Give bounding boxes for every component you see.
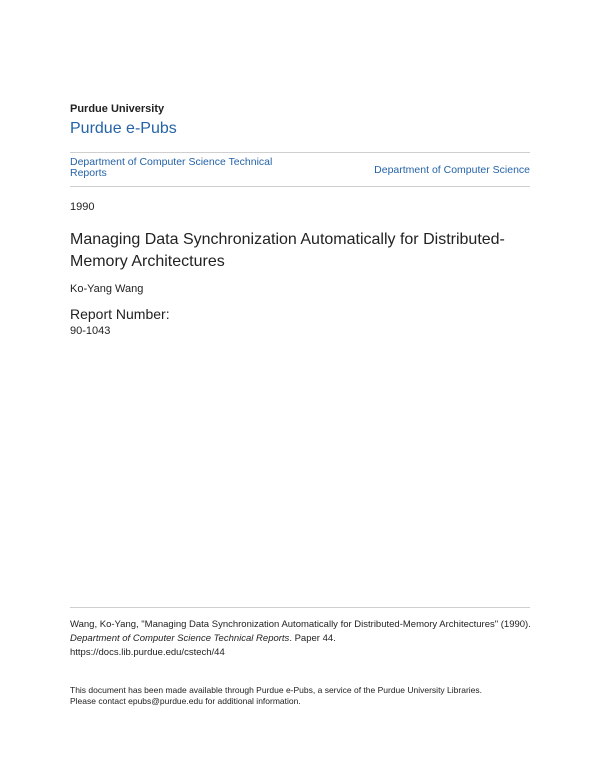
citation-prefix: Wang, Ko-Yang, "Managing Data Synchronization Automatically for Distributed-Memory Architectures" (1990). [70, 619, 531, 630]
paper-title: Managing Data Synchronization Automatically for Distributed-Memory Architectures [70, 231, 505, 270]
divider-middle [70, 186, 530, 187]
report-number-label: Report Number: [70, 306, 170, 322]
repository-link[interactable]: Purdue e-Pubs [70, 120, 177, 137]
citation-suffix: . Paper 44. [289, 633, 336, 644]
report-number-value: 90-1043 [70, 325, 111, 337]
series-row [70, 156, 530, 184]
department-link[interactable]: Department of Computer Science [374, 164, 530, 176]
publication-year: 1990 [70, 201, 95, 213]
collection-link[interactable]: Department of Computer Science Technical Reports [70, 156, 273, 179]
divider-bottom [70, 607, 530, 608]
citation-url[interactable]: https://docs.lib.purdue.edu/cstech/44 [70, 647, 225, 658]
citation-series: Department of Computer Science Technical Reports [70, 633, 290, 644]
paper-author: Ko-Yang Wang [70, 283, 144, 295]
notice-line-2: Please contact epubs@purdue.edu for additional information. [70, 696, 301, 706]
institution-name: Purdue University [70, 103, 165, 115]
availability-notice [70, 685, 540, 707]
citation-block [70, 618, 540, 660]
notice-line-1: This document has been made available through Purdue e-Pubs, a service of the Purdue University Libraries. [70, 685, 483, 695]
divider-top [70, 152, 530, 153]
